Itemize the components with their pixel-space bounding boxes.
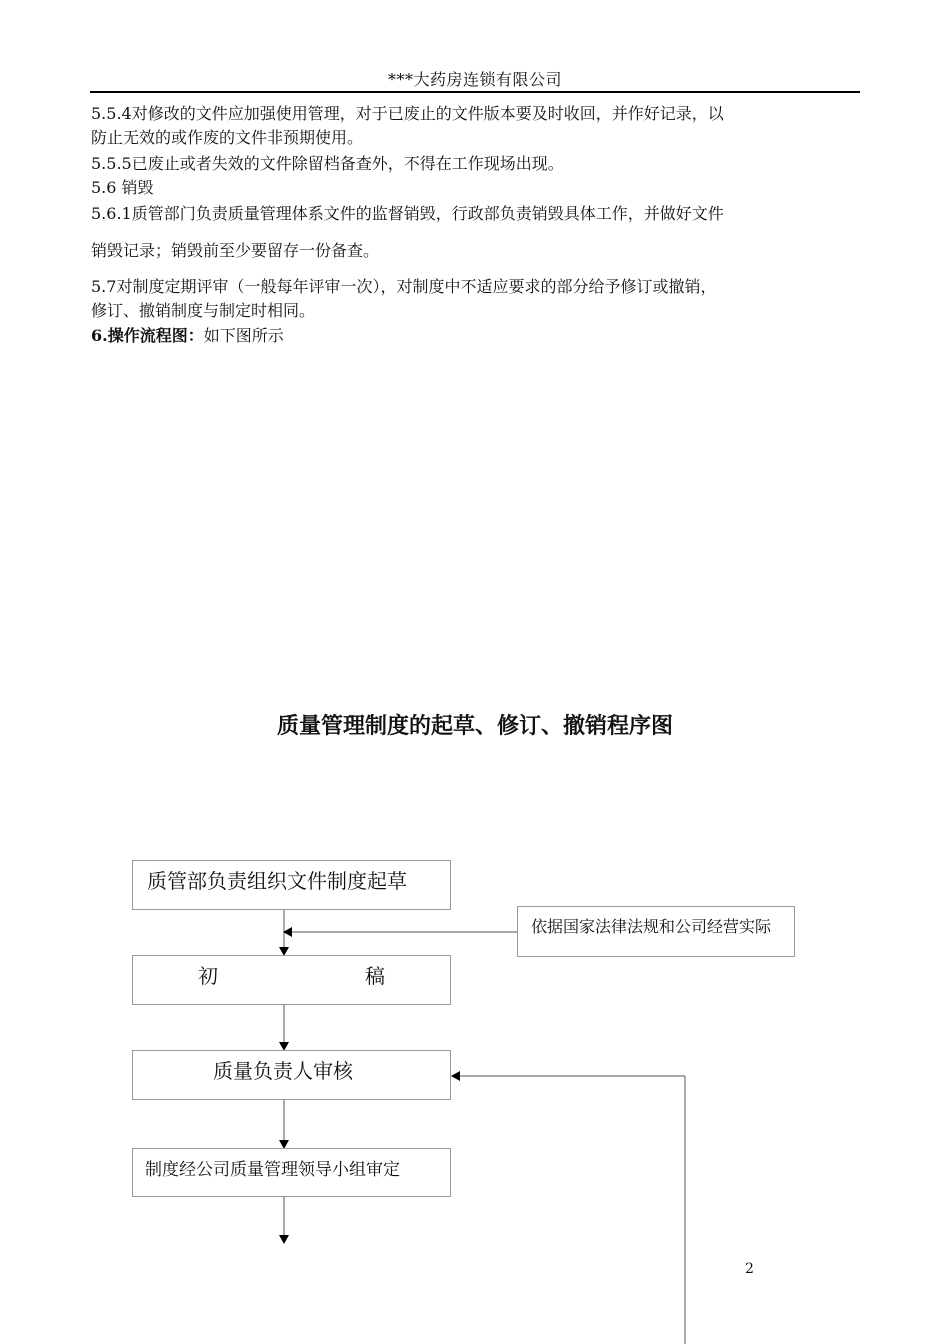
paragraph-5-5-4-line-1: 5.5.4对修改的文件应加强使用管理，对于已废止的文件版本要及时收回，并作好记录，以 (91, 104, 724, 123)
flow-box-basis-label: 依据国家法律法规和公司经营实际 (531, 917, 772, 936)
paragraph-5-6-1-line-2: 销毁记录；销毁前至少要留存一份备查。 (91, 241, 380, 260)
diagram-title: 质量管理制度的起草、修订、撤销程序图 (276, 713, 673, 739)
page-number: 2 (745, 1261, 754, 1277)
paragraph-5-5-4-line-2: 防止无效的或作废的文件非预期使用。 (91, 128, 364, 147)
flow-box-approve-label: 制度经公司质量管理领导小组审定 (145, 1160, 400, 1180)
paragraph-5-6-1-line-1: 5.6.1质管部门负责质量管理体系文件的监督销毁，行政部负责销毁具体工作，并做好文件 (91, 204, 724, 223)
flow-box-approve (132, 1148, 451, 1197)
heading-6-label: 6.操作流程图： (91, 326, 204, 345)
flow-box-review-label: 质量负责人审核 (213, 1059, 353, 1083)
flow-box-initial-right: 稿 (365, 964, 385, 988)
flow-box-initial-left: 初 (198, 964, 218, 988)
paragraph-5-7-line-2: 修订、撤销制度与制定时相同。 (91, 301, 316, 320)
flow-box-draft (132, 860, 451, 910)
arrowhead-approve-down (279, 1235, 289, 1244)
heading-6-text: 如下图所示 (203, 326, 284, 345)
flow-box-review (132, 1050, 451, 1100)
paragraph-5-5-5: 5.5.5已废止或者失效的文件除留档备查外，不得在工作现场出现。 (91, 154, 564, 173)
flow-box-initial-draft (132, 955, 451, 1005)
flow-box-basis (517, 906, 795, 957)
arrowhead-feedback (451, 1071, 460, 1081)
flow-box-draft-label: 质管部负责组织文件制度起草 (147, 869, 407, 893)
document-header: ***大药房连锁有限公司 (387, 70, 562, 89)
heading-5-6: 5.6 销毁 (91, 178, 154, 197)
paragraph-5-7-line-1: 5.7对制度定期评审（一般每年评审一次），对制度中不适应要求的部分给予修订或撤销， (91, 277, 717, 296)
